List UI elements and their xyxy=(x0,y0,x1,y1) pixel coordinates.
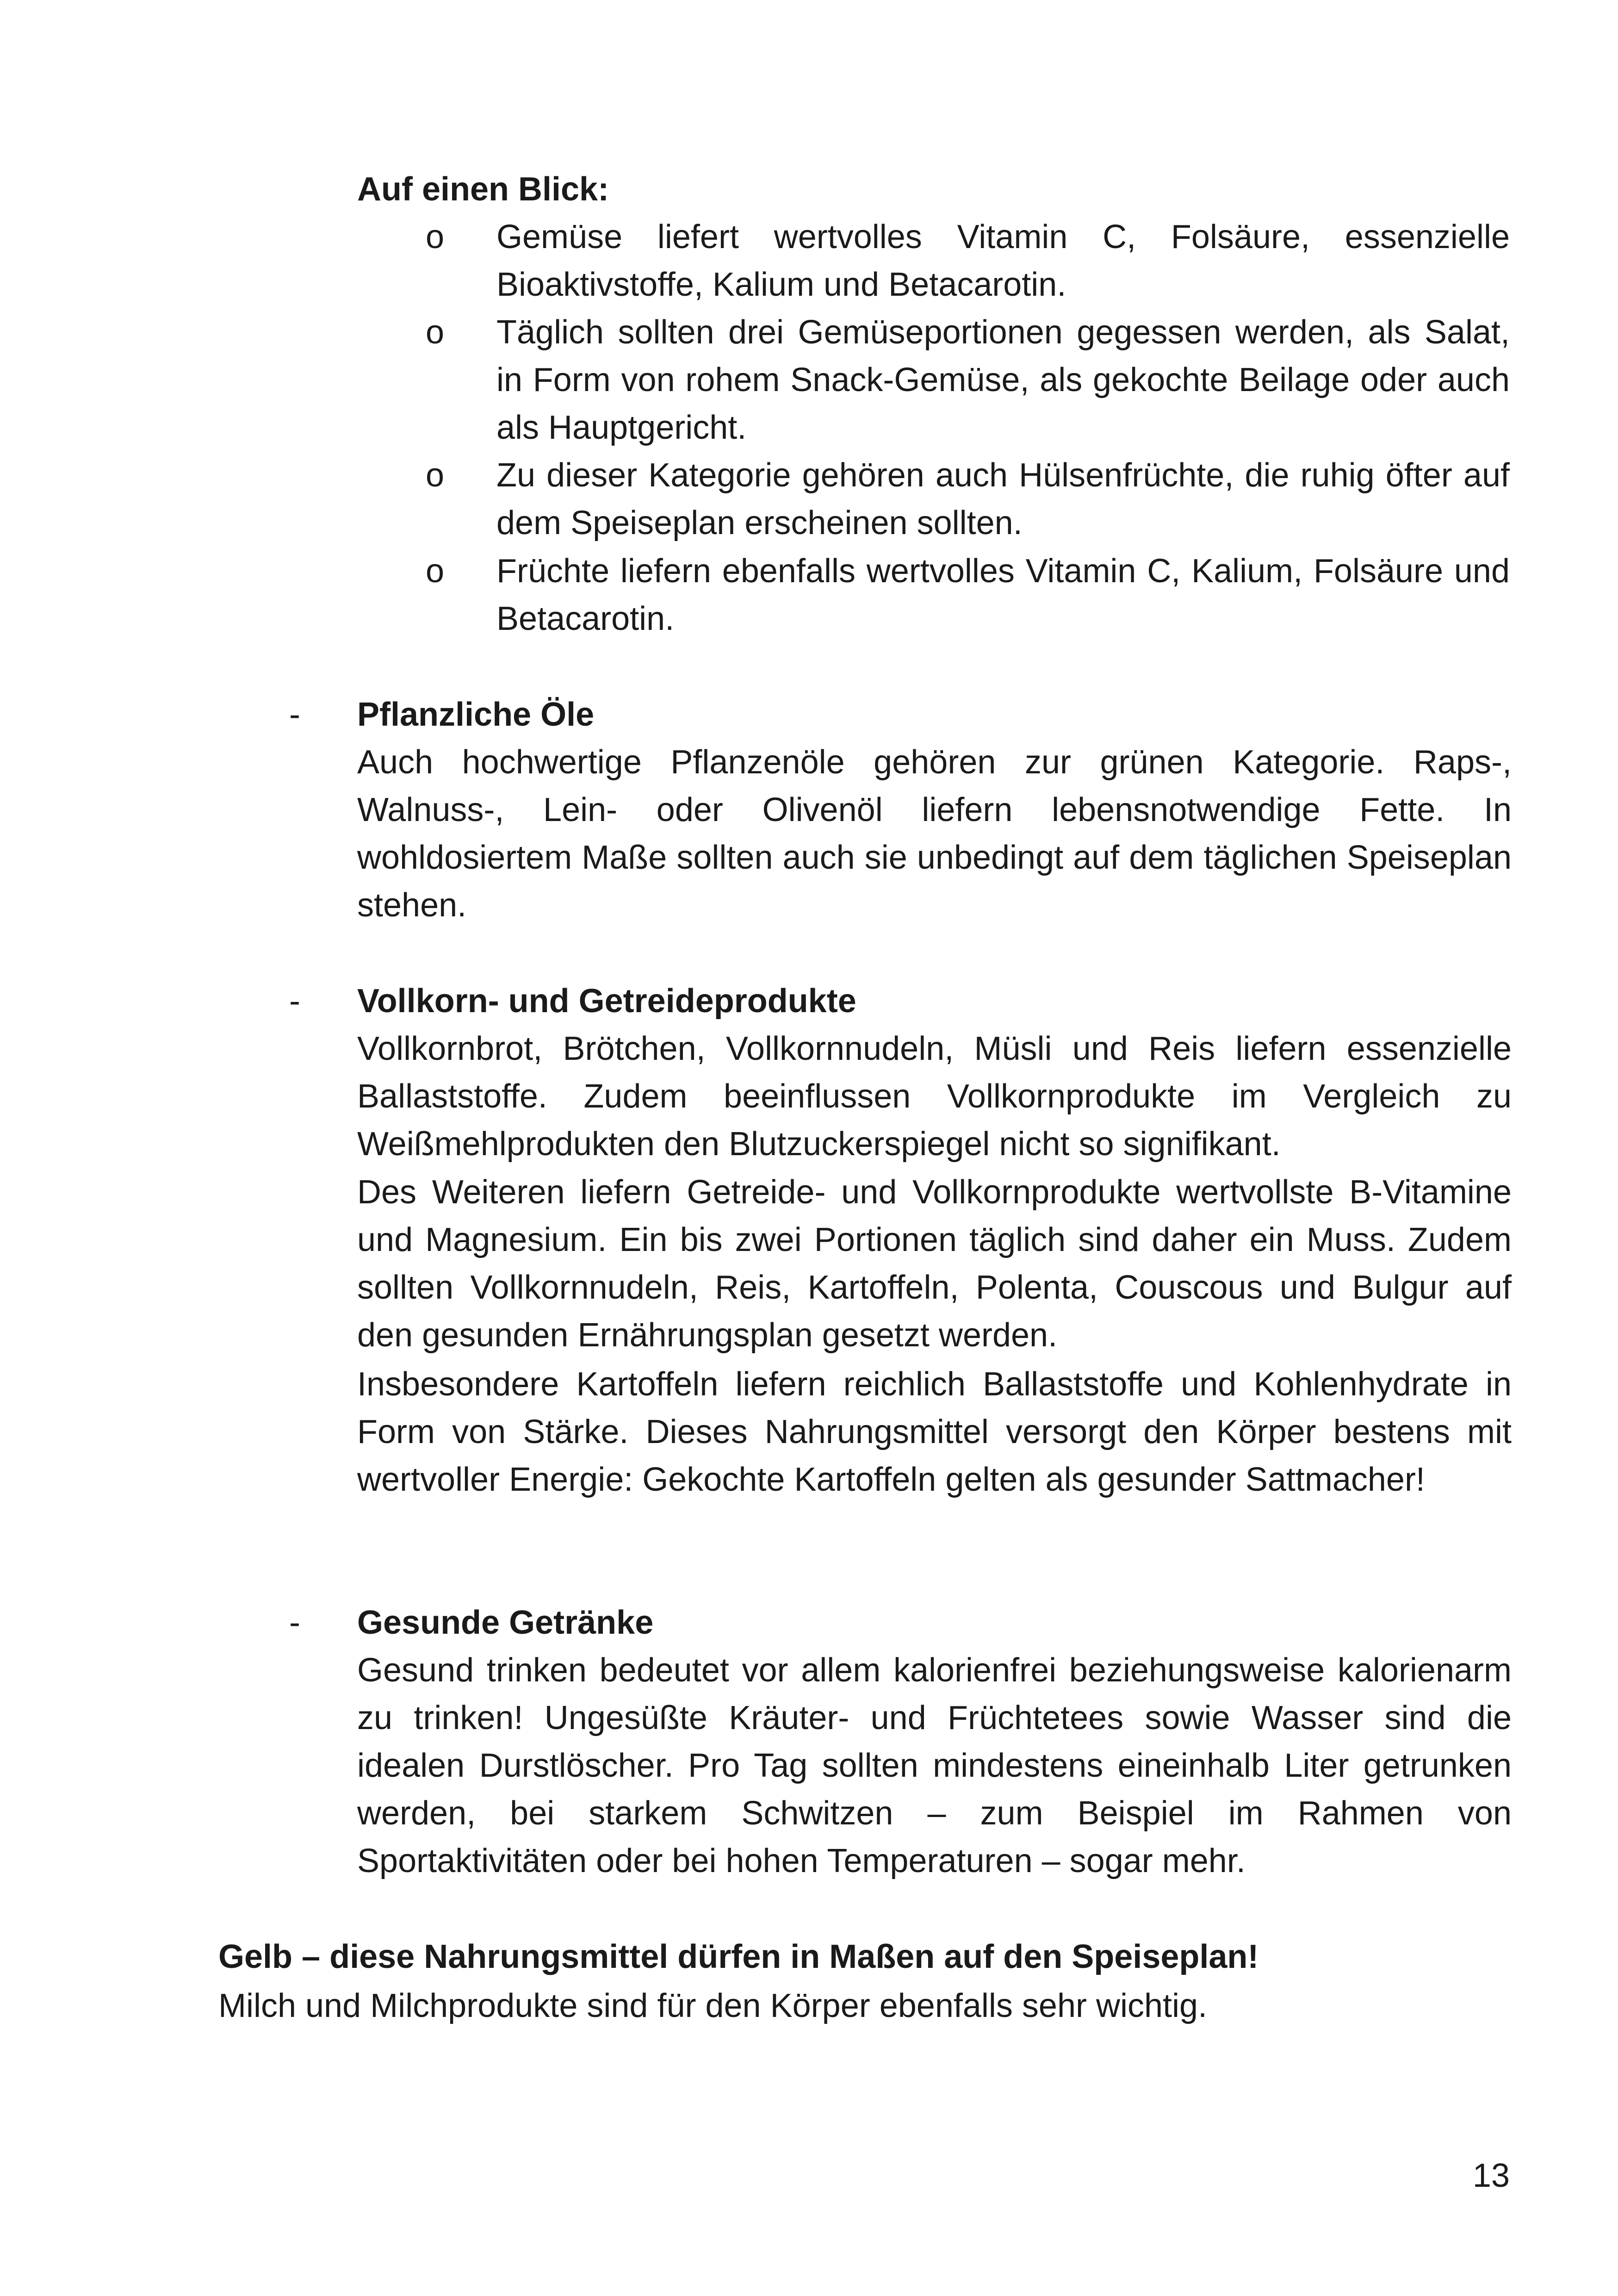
yellow-heading: Gelb – diese Nahrungsmittel dürfen in Maßen auf den Speiseplan! xyxy=(218,1938,1259,1975)
glance-item-1: Gemüse liefert wertvolles Vitamin C, Folsäure, essenzielle Bioaktivstoffe, Kalium und Betacarotin. xyxy=(496,218,1510,303)
glance-bullet-1: o xyxy=(426,218,445,255)
section-dash-oils: - xyxy=(289,696,300,733)
glance-bullet-2: o xyxy=(426,314,445,351)
glance-bullet-3: o xyxy=(426,457,445,494)
yellow-text: Milch und Milchprodukte sind für den Körper ebenfalls sehr wichtig. xyxy=(218,1987,1208,2024)
section-heading-drinks: Gesunde Getränke xyxy=(357,1604,654,1641)
section-text-grains-3: Insbesondere Kartoffeln liefern reichlich Ballaststoffe und Kohlenhydrate in Form von Stärke. Dieses Nahrungsmittel versorgt den Körper bestens mit wertvoller Energie: Gekochte Kartoffeln gelten als gesunder Sattmacher! xyxy=(357,1366,1512,1498)
section-dash-grains: - xyxy=(289,983,300,1020)
glance-item-2: Täglich sollten drei Gemüseportionen gegessen werden, als Salat, in Form von rohem Snack-Gemüse, als gekochte Beilage oder auch als Hauptgericht. xyxy=(496,314,1510,446)
section-text-grains-1: Vollkornbrot, Brötchen, Vollkornnudeln, Müsli und Reis liefern essenzielle Ballaststoffe. Zudem beeinflussen Vollkornprodukte im Vergleich zu Weißmehlprodukten den Blutzuckerspiegel nicht so signifikant. xyxy=(357,1030,1512,1163)
section-dash-drinks: - xyxy=(289,1604,300,1641)
glance-title: Auf einen Blick: xyxy=(357,171,609,208)
section-text-drinks: Gesund trinken bedeutet vor allem kalorienfrei beziehungsweise kalorienarm zu trinken! Ungesüßte Kräuter- und Früchtetees sowie Wasser sind die idealen Durstlöscher. Pro Tag sollten mindestens eineinhalb Liter getrunken werden, bei starkem Schwitzen – zum Beispiel im Rahmen von Sportaktivitäten oder bei hohen Temperaturen – sogar mehr. xyxy=(357,1652,1512,1879)
section-heading-grains: Vollkorn- und Getreideprodukte xyxy=(357,983,856,1020)
glance-item-3: Zu dieser Kategorie gehören auch Hülsenfrüchte, die ruhig öfter auf dem Speiseplan erscheinen sollten. xyxy=(496,457,1510,541)
section-heading-oils: Pflanzliche Öle xyxy=(357,696,595,733)
glance-bullet-4: o xyxy=(426,553,445,590)
section-text-oils: Auch hochwertige Pflanzenöle gehören zur grünen Kategorie. Raps-, Walnuss-, Lein- oder Olivenöl liefern lebensnotwendige Fette. In wohldosiertem Maße sollten auch sie unbedingt auf dem täglichen Speiseplan stehen. xyxy=(357,744,1512,924)
section-text-grains-2: Des Weiteren liefern Getreide- und Vollkornprodukte wertvollste B-Vitamine und Magnesium. Ein bis zwei Portionen täglich sind daher ein Muss. Zudem sollten Vollkornnudeln, Reis, Kartoffeln, Polenta, Couscous und Bulgur auf den gesunden Ernährungsplan gesetzt werden. xyxy=(357,1174,1512,1354)
page-number: 13 xyxy=(1472,2157,1510,2194)
glance-item-4: Früchte liefern ebenfalls wertvolles Vitamin C, Kalium, Folsäure und Betacarotin. xyxy=(496,553,1510,637)
